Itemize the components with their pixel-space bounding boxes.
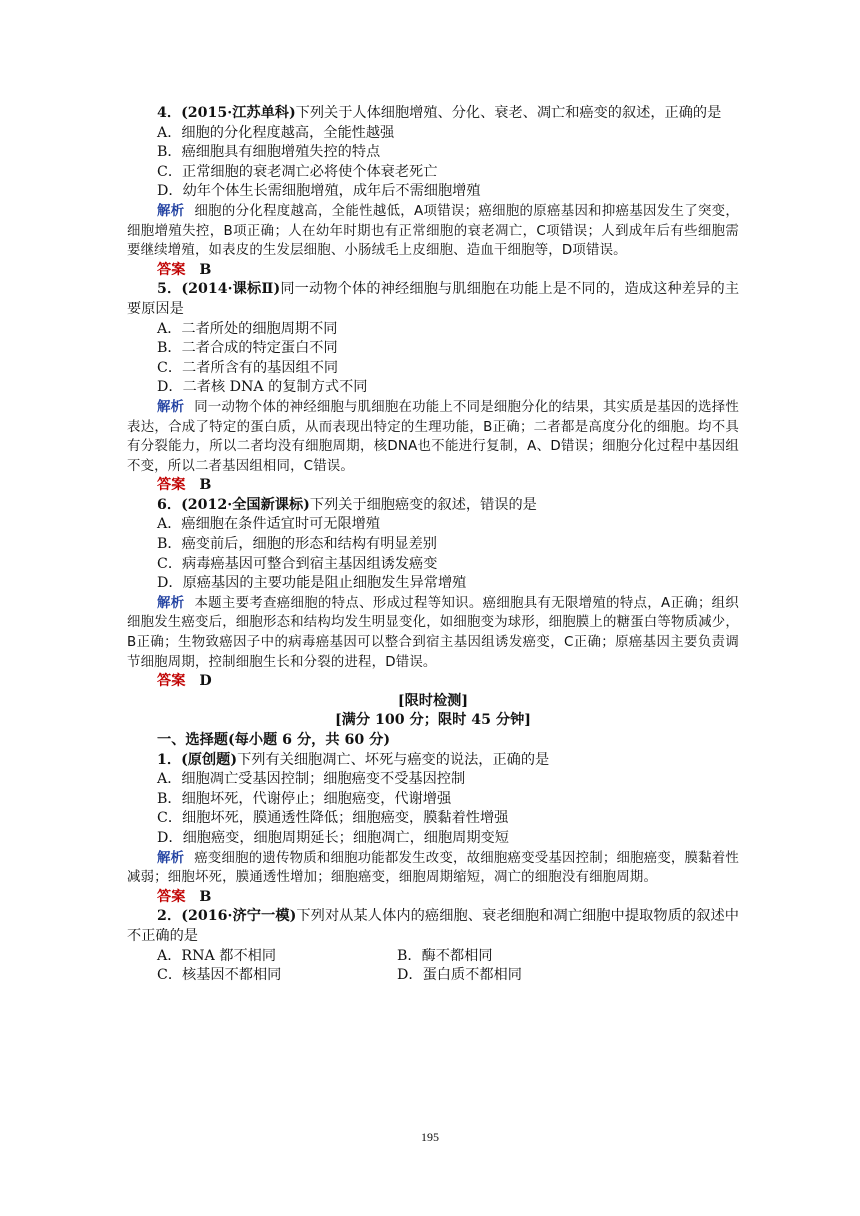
option-d: D．细胞癌变，细胞周期延长；细胞凋亡，细胞周期变短 [157,829,509,846]
option-a: A．细胞的分化程度越高，全能性越强 [157,124,395,141]
part-heading: 一、选择题(每小题 6 分，共 60 分) [157,732,391,748]
question-source: (2014·课标Ⅱ) [181,281,281,298]
explanation-label: 解析 [157,203,185,219]
question-6 [127,496,739,692]
question-source: (2015·江苏单科) [181,105,296,121]
answer-value: B [199,888,212,905]
section-subtitle: [满分 100 分；限时 45 分钟] [334,712,532,729]
page-number: 195 [421,1130,439,1144]
answer-line [127,888,739,908]
option-row [127,947,739,967]
question-stem [127,280,739,319]
explanation-label: 解析 [157,850,185,866]
explanation-label: 解析 [157,399,185,415]
option-b: B．癌细胞具有细胞增殖失控的特点 [157,144,381,161]
question-5 [127,280,739,496]
option-d: D．蛋白质不都相同 [397,967,522,984]
explanation-label: 解析 [157,595,185,611]
question-number: 4． [157,105,182,121]
option-a: A．二者所处的细胞周期不同 [157,320,338,337]
answer-label: 答案 [157,673,186,690]
question-text: 同一动物个体的神经细胞与肌细胞在功能上是不同的，造成这种差异的主要原因是 [127,281,740,317]
answer-value: D [199,673,212,690]
question-source: (2016·济宁一模) [181,908,297,925]
question-source: (2012·全国新课标) [181,496,310,513]
question-source: (原创题) [181,751,238,768]
question-1 [127,751,739,908]
question-number: 1． [157,751,182,768]
question-text: 下列关于人体细胞增殖、分化、衰老、凋亡和癌变的叙述，正确的是 [295,105,722,121]
answer-line [127,261,739,281]
question-4 [127,104,739,280]
answer-label: 答案 [157,261,186,278]
question-2 [127,907,739,985]
question-stem [127,751,739,771]
question-number: 5． [157,281,182,298]
answer-value: B [199,261,212,278]
option-c: C．正常细胞的衰老凋亡必将使个体衰老死亡 [157,163,438,180]
answer-label: 答案 [157,477,186,494]
question-text: 下列有关细胞凋亡、坏死与癌变的说法，正确的是 [237,751,550,768]
option-d: D．幼年个体生长需细胞增殖，成年后不需细胞增殖 [157,183,481,200]
option-row [127,966,739,986]
option-c: C．二者所含有的基因组不同 [157,359,339,376]
answer-line [127,672,739,692]
option-a: A．癌细胞在条件适宜时可无限增殖 [157,516,381,533]
explanation [127,594,739,672]
question-number: 6． [157,496,182,513]
answer-value: B [199,477,212,494]
explanation [127,202,739,261]
section-title: [限时检测] [397,692,469,709]
option-c: C．病毒癌基因可整合到宿主基因组诱发癌变 [157,555,438,572]
explanation [127,398,739,476]
explanation-text: 本题主要考查癌细胞的特点、形成过程等知识。癌细胞具有无限增殖的特点，A正确；组织细胞发生癌变后，细胞形态和结构均发生明显变化，如细胞变为球形，细胞膜上的糖蛋白等物质减少，B正确；生物致癌因子中的病毒癌基因可以整合到宿主基因组诱发癌变，C正确；原癌基因主要负责调节细胞周期，控制细胞生长和分裂的进程，D错误。 [127,595,739,670]
question-stem [127,496,739,516]
question-number: 2． [157,908,182,925]
question-text: 下列关于细胞癌变的叙述，错误的是 [309,496,537,513]
question-text: 下列对从某人体内的癌细胞、衰老细胞和凋亡细胞中提取物质的叙述中不正确的是 [127,908,739,944]
answer-line [127,476,739,496]
option-a: A．细胞凋亡受基因控制；细胞癌变不受基因控制 [157,771,466,788]
question-stem [127,907,739,946]
question-stem [127,104,739,124]
option-b: B．细胞坏死，代谢停止；细胞癌变，代谢增强 [157,790,452,807]
explanation [127,849,739,888]
answer-label: 答案 [157,888,186,905]
option-c: C．细胞坏死，膜通透性降低；细胞癌变，膜黏着性增强 [157,810,509,827]
option-a: A．RNA 都不相同 [157,947,277,964]
option-b: B．癌变前后，细胞的形态和结构有明显差别 [157,536,437,553]
page-content [127,104,739,986]
option-c: C．核基因不都相同 [157,967,282,984]
explanation-text: 癌变细胞的遗传物质和细胞功能都发生改变，故细胞癌变受基因控制；细胞癌变，膜黏着性减弱；细胞坏死，膜通透性增加；细胞癌变，细胞周期缩短，凋亡的细胞没有细胞周期。 [127,850,740,886]
option-d: D．原癌基因的主要功能是阻止细胞发生异常增殖 [157,575,467,592]
explanation-text: 细胞的分化程度越高，全能性越低，A项错误；癌细胞的原癌基因和抑癌基因发生了突变，细胞增殖失控，B项正确；人在幼年时期也有正常细胞的衰老凋亡，C项错误；人到成年后有些细胞需要继续增殖，如表皮的生发层细胞、小肠绒毛上皮细胞、造血干细胞等，D项错误。 [127,203,739,259]
option-b: B．酶不都相同 [397,947,493,964]
explanation-text: 同一动物个体的神经细胞与肌细胞在功能上不同是细胞分化的结果，其实质是基因的选择性表达，合成了特定的蛋白质，从而表现出特定的生理功能，B正确；二者都是高度分化的细胞。均不具有分裂能力，所以二者均没有细胞周期，核DNA也不能进行复制，A、D错误；细胞分化过程中基因组不变，所以二者基因组相同，C错误。 [127,399,740,474]
option-d: D．二者核 DNA 的复制方式不同 [157,379,368,396]
option-b: B．二者合成的特定蛋白不同 [157,340,338,357]
